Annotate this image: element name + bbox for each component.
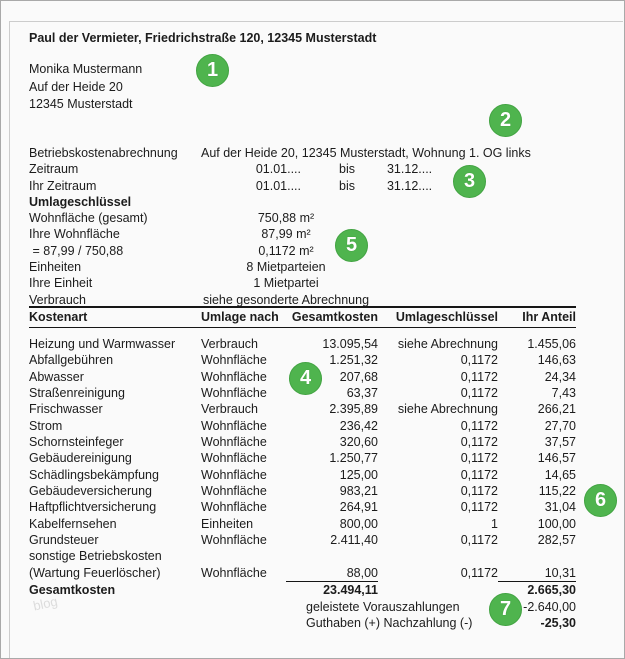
table-row bbox=[29, 532, 576, 548]
page-border-top bbox=[9, 21, 623, 22]
meta-from: 01.01.... bbox=[255, 178, 301, 193]
total-label: Gesamtkosten bbox=[29, 582, 116, 597]
table-cell: 0,1172 bbox=[460, 500, 498, 515]
table-cell bbox=[498, 548, 576, 564]
annotation-badge-4: 4 bbox=[289, 362, 322, 395]
meta-value: siehe gesonderte Abrechnung bbox=[202, 292, 370, 307]
table-cell: 88,00 bbox=[346, 565, 378, 580]
meta-value: Auf der Heide 20, 12345 Musterstadt, Wohnung 1. OG links bbox=[201, 146, 531, 160]
table-cell: Wohnfläche bbox=[201, 353, 267, 368]
table-cell: sonstige Betriebskosten bbox=[29, 549, 162, 564]
table-cell: 125,00 bbox=[339, 467, 378, 482]
meta-value: 8 Mietparteien bbox=[246, 260, 326, 275]
table-cell: Wohnfläche bbox=[201, 369, 267, 384]
annotation-badge-2: 2 bbox=[489, 104, 522, 137]
table-cell: Wohnfläche bbox=[201, 435, 267, 450]
meta-label: Einheiten bbox=[29, 260, 82, 275]
table-cell: 24,34 bbox=[544, 369, 576, 384]
table-cell: 236,42 bbox=[339, 418, 378, 433]
meta-row bbox=[29, 226, 531, 242]
table-cell: 10,31 bbox=[544, 565, 576, 580]
table-cell bbox=[201, 548, 286, 564]
table-cell: 0,1172 bbox=[460, 533, 498, 548]
table-cell: siehe Abrechnung bbox=[397, 337, 498, 351]
total-ihr-anteil: 2.665,30 bbox=[498, 582, 576, 599]
meta-label: Verbrauch bbox=[29, 292, 86, 307]
table-cell: Haftpflichtversicherung bbox=[29, 500, 157, 515]
table-cell: 0,1172 bbox=[460, 451, 498, 466]
table-cell: 320,60 bbox=[339, 435, 378, 450]
annotation-badge-3: 3 bbox=[453, 165, 486, 198]
table-cell: Wohnfläche bbox=[201, 500, 267, 515]
table-cell: 282,57 bbox=[537, 533, 576, 548]
recipient-address bbox=[29, 61, 142, 114]
balance-value: -25,30 bbox=[540, 615, 576, 630]
table-cell: 0,1172 bbox=[460, 353, 498, 368]
meta-value: 0,1172 m² bbox=[258, 243, 314, 258]
statement-meta-section bbox=[29, 145, 531, 308]
table-cell: Schornsteinfeger bbox=[29, 435, 124, 450]
prepayments-label: geleistete Vorauszahlungen bbox=[306, 599, 460, 614]
meta-from: 01.01.... bbox=[255, 162, 301, 177]
table-cell: Wohnfläche bbox=[201, 386, 267, 401]
header-umlageschluessel: Umlageschlüssel bbox=[378, 307, 498, 328]
table-cell: Frischwasser bbox=[29, 402, 103, 417]
meta-bis: bis bbox=[339, 178, 355, 193]
header-umlage-nach: Umlage nach bbox=[201, 307, 286, 328]
table-cell: (Wartung Feuerlöscher) bbox=[29, 566, 161, 581]
table-cell bbox=[286, 548, 378, 564]
meta-value: 750,88 m² bbox=[257, 211, 315, 226]
table-cell: Wohnfläche bbox=[201, 484, 267, 499]
table-row bbox=[29, 548, 576, 564]
meta-to: 31.12.... bbox=[386, 162, 433, 177]
table-cell: 0,1172 bbox=[460, 418, 498, 433]
meta-bis: bis bbox=[339, 162, 355, 177]
table-row bbox=[29, 565, 576, 582]
header-kostenart: Kostenart bbox=[29, 307, 201, 328]
table-cell: siehe Abrechnung bbox=[397, 402, 498, 417]
prepayments-value: -2.640,00 bbox=[523, 599, 576, 614]
table-cell: Strom bbox=[29, 418, 63, 433]
table-cell: 14,65 bbox=[544, 467, 576, 482]
table-cell: 0,1172 bbox=[460, 435, 498, 450]
table-cell: Gebäudereinigung bbox=[29, 451, 132, 466]
table-cell: 800,00 bbox=[339, 516, 378, 531]
annotation-badge-5: 5 bbox=[335, 229, 368, 262]
table-row bbox=[29, 418, 576, 434]
table-cell: 37,57 bbox=[544, 435, 576, 450]
table-cell: 983,21 bbox=[339, 484, 378, 499]
table-cell: 146,57 bbox=[537, 451, 576, 466]
table-cell: 0,1172 bbox=[460, 566, 498, 581]
table-cell: 146,63 bbox=[537, 353, 576, 368]
meta-label: Wohnfläche (gesamt) bbox=[29, 211, 148, 226]
meta-to: 31.12.... bbox=[386, 178, 433, 193]
recipient-name: Monika Mustermann bbox=[29, 62, 143, 76]
table-row bbox=[29, 499, 576, 515]
table-row bbox=[29, 467, 576, 483]
header-gesamtkosten: Gesamtkosten bbox=[286, 307, 378, 328]
table-cell: Heizung und Warmwasser bbox=[29, 337, 176, 351]
table-cell: Abwasser bbox=[29, 369, 84, 384]
table-cell: 27,70 bbox=[544, 418, 576, 433]
table-row bbox=[29, 483, 576, 499]
meta-row bbox=[29, 243, 531, 259]
blog-watermark: blog bbox=[31, 593, 59, 614]
meta-row bbox=[29, 275, 531, 291]
table-row bbox=[29, 401, 576, 417]
table-cell: 100,00 bbox=[537, 516, 576, 531]
cost-table bbox=[29, 306, 576, 631]
meta-value: 87,99 m² bbox=[261, 227, 311, 242]
balance-label: Guthaben (+) Nachzahlung (-) bbox=[306, 615, 473, 630]
meta-label: = 87,99 / 750,88 bbox=[29, 243, 124, 258]
recipient-city: 12345 Musterstadt bbox=[29, 97, 133, 111]
table-row bbox=[29, 516, 576, 532]
table-cell: Schädlingsbekämpfung bbox=[29, 467, 159, 482]
sender-line: Paul der Vermieter, Friedrichstraße 120, 12345 Musterstadt bbox=[29, 31, 377, 45]
table-cell: 63,37 bbox=[346, 386, 378, 401]
table-cell: 2.411,40 bbox=[330, 533, 378, 548]
spacer-row bbox=[29, 328, 576, 337]
table-cell: Wohnfläche bbox=[201, 533, 267, 548]
table-cell: Wohnfläche bbox=[201, 451, 267, 466]
meta-label: Ihre Wohnfläche bbox=[29, 227, 120, 242]
table-cell: Verbrauch bbox=[201, 402, 258, 417]
meta-row bbox=[29, 210, 531, 226]
table-cell: 207,68 bbox=[339, 369, 378, 384]
table-row bbox=[29, 450, 576, 466]
header-ihr-anteil: Ihr Anteil bbox=[498, 307, 576, 328]
meta-label: Betriebskostenabrechnung bbox=[29, 146, 178, 160]
meta-label: Ihre Einheit bbox=[29, 276, 93, 291]
annotation-badge-6: 6 bbox=[584, 484, 617, 517]
table-cell: Gebäudeversicherung bbox=[29, 484, 152, 499]
table-cell: 1.455,06 bbox=[527, 337, 576, 351]
table-cell: Verbrauch bbox=[201, 337, 258, 351]
table-cell: Grundsteuer bbox=[29, 533, 99, 548]
recipient-street: Auf der Heide 20 bbox=[29, 79, 123, 94]
cost-table-section bbox=[29, 306, 576, 631]
table-cell: Abfallgebühren bbox=[29, 353, 114, 368]
table-cell: 115,22 bbox=[538, 484, 576, 499]
page-border-left bbox=[9, 21, 10, 658]
total-gesamtkosten: 23.494,11 bbox=[286, 582, 378, 599]
table-cell bbox=[378, 548, 498, 564]
table-cell: Wohnfläche bbox=[201, 566, 267, 581]
meta-label: Umlageschlüssel bbox=[29, 194, 132, 209]
table-cell: Straßenreinigung bbox=[29, 386, 125, 401]
table-cell: Kabelfernsehen bbox=[29, 516, 117, 531]
table-cell: 7,43 bbox=[551, 386, 576, 401]
meta-row bbox=[29, 145, 531, 161]
meta-label: Ihr Zeitraum bbox=[29, 178, 97, 193]
table-cell: 266,21 bbox=[537, 402, 576, 417]
table-cell: 264,91 bbox=[339, 500, 378, 515]
table-cell: 1.251,32 bbox=[329, 353, 378, 368]
table-header-row bbox=[29, 307, 576, 328]
table-cell: 0,1172 bbox=[460, 484, 498, 499]
table-cell: 1 bbox=[491, 516, 498, 531]
table-cell: Einheiten bbox=[201, 516, 254, 531]
table-cell: 0,1172 bbox=[460, 467, 498, 482]
table-cell: 0,1172 bbox=[460, 386, 498, 401]
table-cell: Wohnfläche bbox=[201, 418, 267, 433]
meta-value: 1 Mietpartei bbox=[253, 276, 319, 291]
meta-row bbox=[29, 194, 531, 210]
table-cell: Wohnfläche bbox=[201, 467, 267, 482]
table-cell: 1.250,77 bbox=[329, 451, 378, 466]
table-cell: 0,1172 bbox=[460, 369, 498, 384]
annotation-badge-1: 1 bbox=[196, 54, 229, 87]
table-cell: 2.395,89 bbox=[329, 402, 378, 417]
annotation-badge-7: 7 bbox=[489, 593, 522, 626]
meta-label: Zeitraum bbox=[29, 162, 79, 177]
table-cell: 31,04 bbox=[544, 500, 576, 515]
table-cell: 13.095,54 bbox=[322, 337, 378, 351]
table-row bbox=[29, 336, 576, 352]
meta-row bbox=[29, 259, 531, 275]
table-row bbox=[29, 434, 576, 450]
